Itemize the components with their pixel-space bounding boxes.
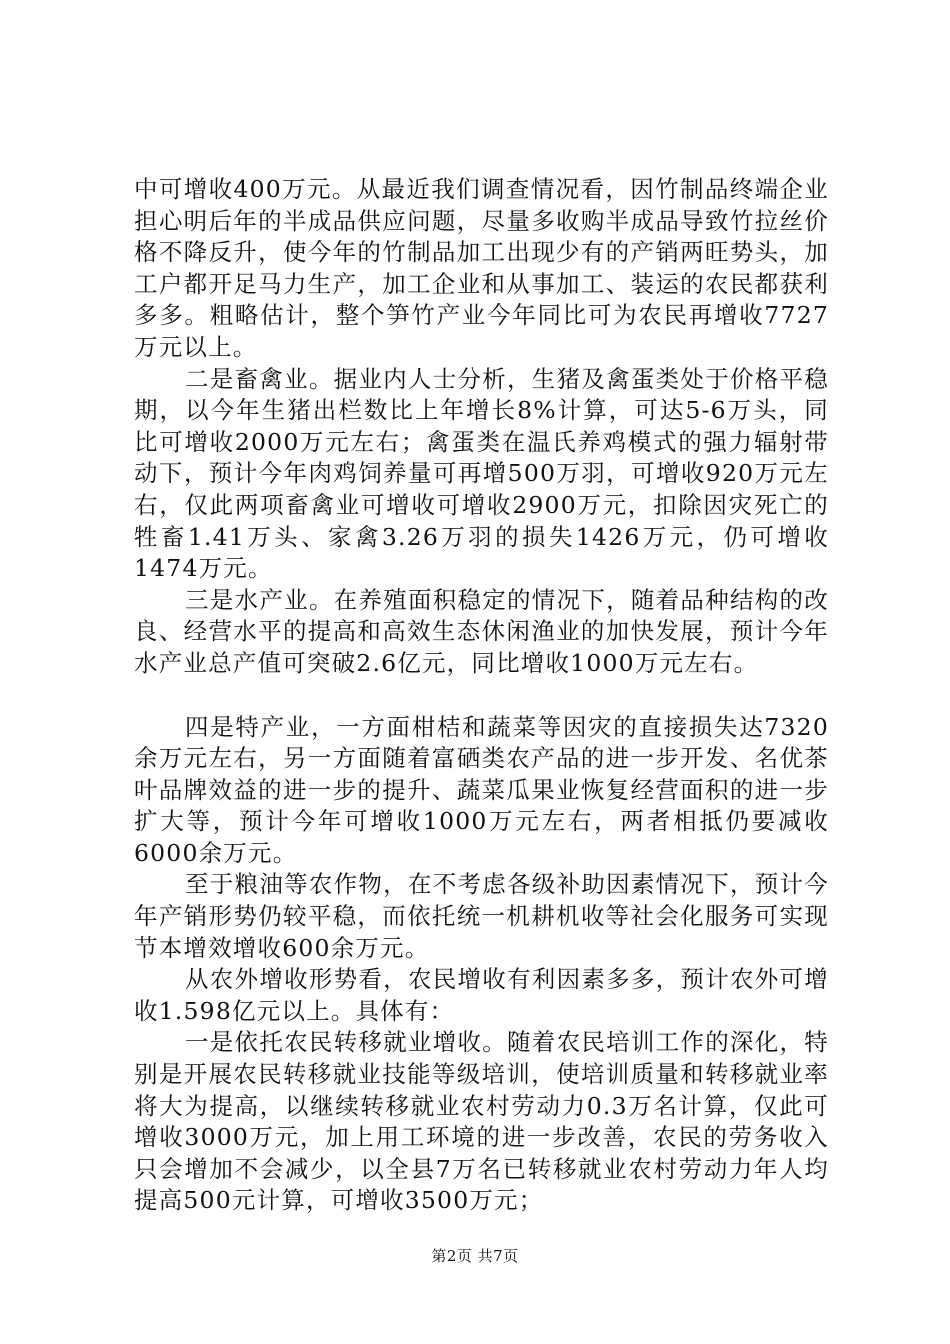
page-number-footer: 第2页 共7页 bbox=[431, 1247, 519, 1265]
paragraph-livestock: 二是畜禽业。据业内人士分析，生猪及禽蛋类处于价格平稳期，以今年生猪出栏数比上年增长8%计算，可达5-6万头，同比可增收2000万元左右；禽蛋类在温氏养鸡模式的强力辐射带动下，预计今年肉鸡饲养量可再增500万羽，可增收920万元左右，仅此两项畜禽业可增收可增收2900万元，扣除因灾死亡的牲畜1.41万头、家禽3.26万羽的损失1426万元，仍可增收1474万元。 bbox=[134, 364, 829, 583]
paragraph-employment: 一是依托农民转移就业增收。随着农民培训工作的深化，特别是开展农民转移就业技能等级培训，使培训质量和转移就业率将大为提高，以继续转移就业农村劳动力0.3万名计算，仅此可增收3000万元，加上用工环境的进一步改善，农民的劳务收入只会增加不会减少，以全县7万名已转移就业农村劳动力年人均提高500元计算，可增收3500万元； bbox=[134, 1028, 829, 1215]
paragraph-aquaculture: 三是水产业。在养殖面积稳定的情况下，随着品种结构的改良、经营水平的提高和高效生态休闲渔业的加快发展，预计今年水产业总产值可突破2.6亿元，同比增收1000万元左右。 bbox=[134, 585, 829, 677]
document-body bbox=[134, 174, 829, 1217]
paragraph-specialty: 四是特产业，一方面柑桔和蔬菜等因灾的直接损失达7320余万元左右，另一方面随着富硒类农产品的进一步开发、名优茶叶品牌效益的进一步的提升、蔬菜瓜果业恢复经营面积的进一步扩大等，预计今年可增收1000万元左右，两者相抵仍要减收6000余万元。 bbox=[134, 712, 829, 867]
paragraph-grain-oil: 至于粮油等农作物，在不考虑各级补助因素情况下，预计今年产销形势仍较平稳，而依托统一机耕机收等社会化服务可实现节本增效增收600余万元。 bbox=[134, 870, 829, 962]
paragraph-bamboo-continued: 中可增收400万元。从最近我们调查情况看，因竹制品终端企业担心明后年的半成品供应问题，尽量多收购半成品导致竹拉丝价格不降反升，使今年的竹制品加工出现少有的产销两旺势头，加工户都开足马力生产，加工企业和从事加工、装运的农民都获利多多。粗略估计，整个笋竹产业今年同比可为农民再增收7727万元以上。 bbox=[134, 175, 829, 361]
paragraph-non-farm-intro: 从农外增收形势看，农民增收有利因素多多，预计农外可增收1.598亿元以上。具体有： bbox=[134, 965, 829, 1025]
